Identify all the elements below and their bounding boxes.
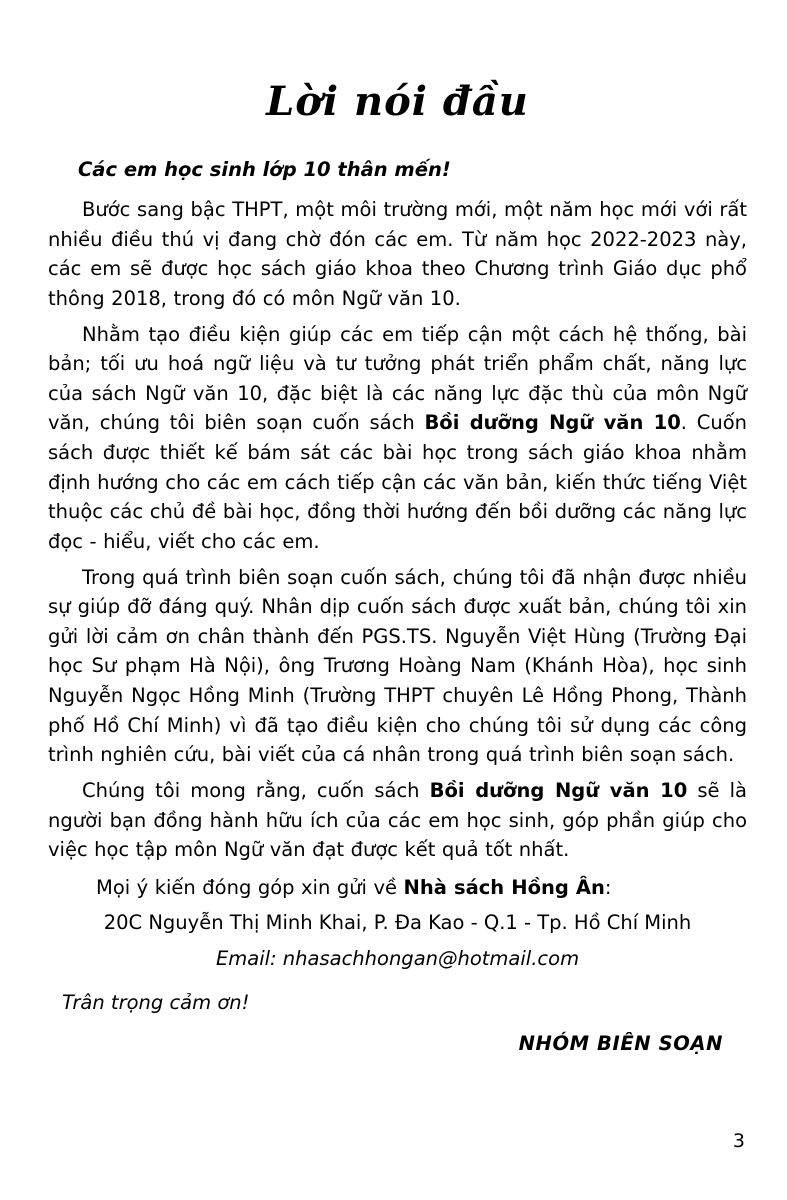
paragraph-2: Nhằm tạo điều kiện giúp các em tiếp cận một cách hệ thống, bài bản; tối ưu hoá ngữ liệu và tư tưởng phát triển phẩm chất, năng lực của sách Ngữ văn 10, đặc biệt là các năng lực đặc thù của môn Ngữ văn, chúng tôi biên soạn cuốn sách Bồi dưỡng Ngữ văn 10. Cuốn sách được thiết kế bám sát các bài học trong sách giáo khoa nhằm định hướng cho các em cách tiếp cận các văn bản, kiến thức tiếng Việt thuộc các chủ đề bài học, đồng thời hướng đến bồi dưỡng các năng lực đọc - hiểu, viết cho các em.: [48, 322, 747, 553]
closing-line: Trân trọng cảm ơn!: [62, 990, 250, 1014]
publisher-email: Email: nhasachhongan@hotmail.com: [215, 946, 580, 970]
page-content: [48, 80, 747, 1055]
paragraph-3: Trong quá trình biên soạn cuốn sách, chúng tôi đã nhận được nhiều sự giúp đỡ đáng quý. Nhân dịp cuốn sách được xuất bản, chúng tôi xin gửi lời cảm ơn chân thành đến PGS.TS. Nguyễn Việt Hùng (Trường Đại học Sư phạm Hà Nội), ông Trương Hoàng Nam (Khánh Hòa), học sinh Nguyễn Ngọc Hồng Minh (Trường THPT chuyên Lê Hồng Phong, Thành phố Hồ Chí Minh) vì đã tạo điều kiện cho chúng tôi sử dụng các công trình nghiên cứu, bài viết của cá nhân trong quá trình biên soạn sách.: [48, 565, 747, 767]
page-title: Lời nói đầu: [266, 78, 529, 125]
salutation-line: Các em học sinh lớp 10 thân mến!: [78, 158, 451, 181]
signature-line: NHÓM BIÊN SOẠN: [518, 1031, 723, 1055]
publisher-address: 20C Nguyễn Thị Minh Khai, P. Đa Kao - Q.1 - Tp. Hồ Chí Minh: [103, 911, 692, 935]
contact-intro: Mọi ý kiến đóng góp xin gửi về Nhà sách Hồng Ân:: [96, 875, 612, 899]
paragraph-1: Bước sang bậc THPT, một môi trường mới, một năm học mới với rất nhiều điều thú vị đang chờ đón các em. Từ năm học 2022-2023 này, các em sẽ được học sách giáo khoa theo Chương trình Giáo dục phổ thông 2018, trong đó có môn Ngữ văn 10.: [48, 198, 747, 310]
paragraph-4: Chúng tôi mong rằng, cuốn sách Bồi dưỡng Ngữ văn 10 sẽ là người bạn đồng hành hữu ích của các em học sinh, góp phần giúp cho việc học tập môn Ngữ văn đạt được kết quả tốt nhất.: [48, 778, 747, 862]
page-number: 3: [732, 1130, 745, 1152]
